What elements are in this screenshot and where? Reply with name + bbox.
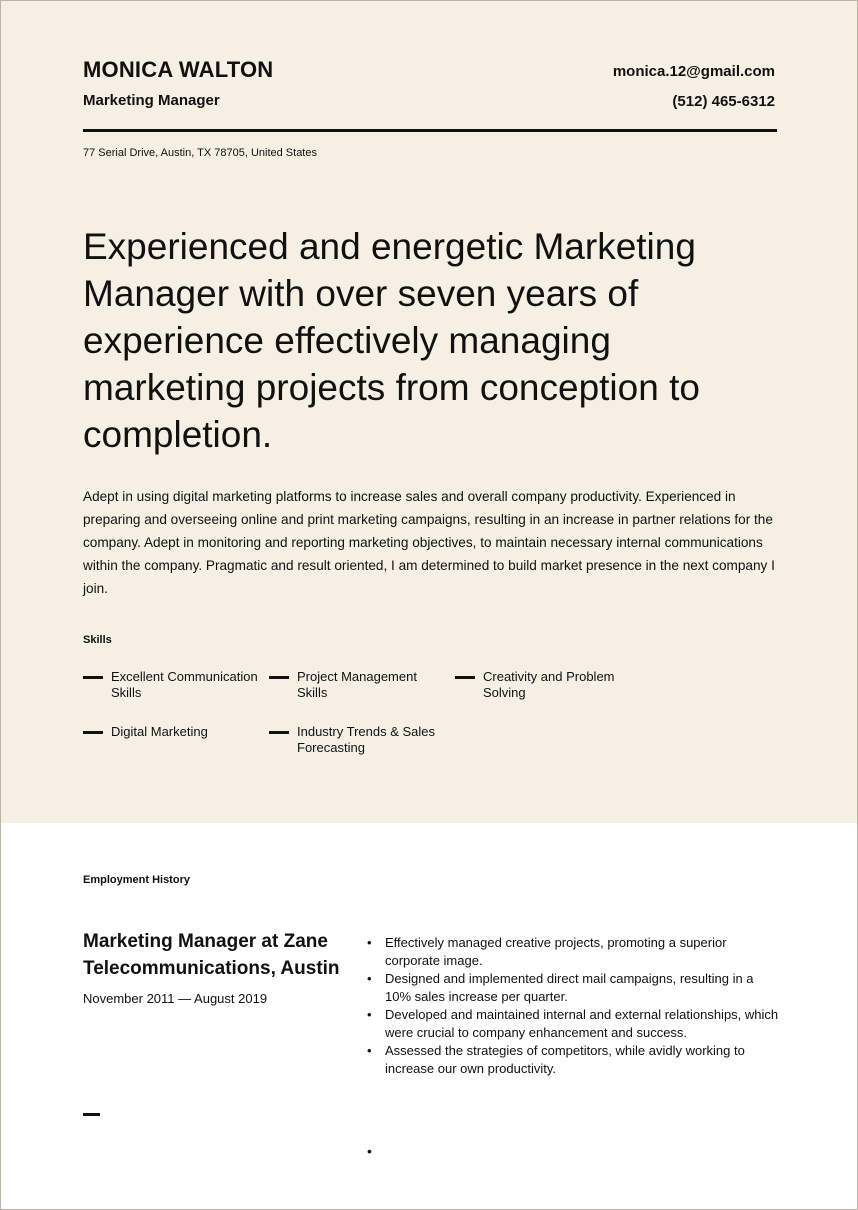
header-section	[1, 1, 857, 823]
skill-label: Creativity and Problem Solving	[483, 669, 615, 700]
candidate-name: MONICA WALTON	[83, 57, 274, 82]
job-dates: November 2011 — August 2019	[83, 991, 268, 1006]
skill-label: Project Management Skills	[297, 669, 417, 700]
list-item: • Assessed the strategies of competitors, while avidly working to increase our own productivity.	[367, 1042, 779, 1078]
skills-heading: Skills	[83, 634, 112, 646]
dash-icon	[83, 1113, 100, 1116]
list-item: • Effectively managed creative projects, promoting a superior corporate image.	[367, 934, 779, 970]
skill-label: Industry Trends & Sales Forecasting	[297, 724, 436, 755]
dash-icon	[83, 731, 103, 734]
job-title: Marketing Manager at Zane Telecommunications, Austin	[83, 931, 340, 979]
address: 77 Serial Drive, Austin, TX 78705, United States	[83, 147, 317, 159]
header-divider	[83, 129, 777, 132]
dash-icon	[455, 676, 475, 679]
email-link[interactable]: monica.12@gmail.com	[612, 63, 775, 80]
list-item: • Designed and implemented direct mail campaigns, resulting in a 10% sales increase per quarter.	[367, 970, 779, 1006]
dash-icon	[269, 676, 289, 679]
skill-label: Digital Marketing	[111, 724, 208, 739]
list-item: • Developed and maintained internal and external relationships, which were crucial to company enhancement and success.	[367, 1006, 779, 1042]
candidate-role: Marketing Manager	[83, 92, 220, 109]
employment-heading: Employment History	[83, 874, 190, 886]
dash-icon	[83, 676, 103, 679]
headline: Experienced and energetic Marketing Manager with over seven years of experience effectively managing marketing projects from conception to completion.	[83, 226, 700, 455]
bullet-icon: •	[367, 1143, 372, 1159]
job-bullets	[367, 934, 779, 1078]
skill-label: Excellent Communication Skills	[111, 669, 258, 700]
phone-number[interactable]: (512) 465-6312	[672, 93, 775, 110]
dash-icon	[269, 731, 289, 734]
summary-paragraph: Adept in using digital marketing platforms to increase sales and overall company productivity. Experienced in preparing and overseeing online and print marketing campaigns, resulting in an increase in partner relations for the company. Adept in monitoring and reporting marketing objectives, to maintain necessary internal communications within the company. Pragmatic and result oriented, I am determined to build market presence in the next company I join.	[83, 489, 775, 596]
